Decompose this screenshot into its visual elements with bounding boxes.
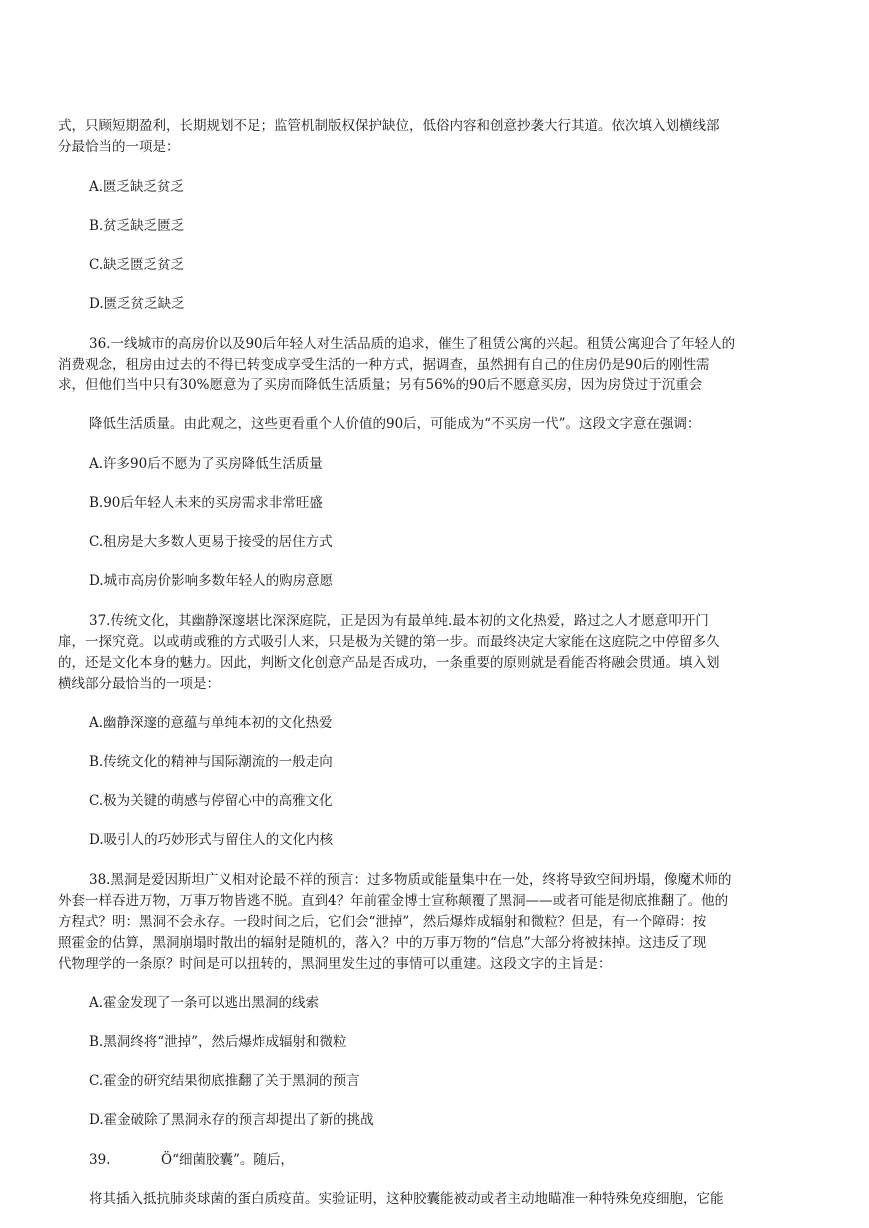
q35-option-c: C.缺乏匮乏贫乏	[89, 257, 185, 273]
q38-option-d: D.霍金破除了黑洞永存的预言却提出了新的挑战	[89, 1112, 374, 1128]
q38-line-2: 外套一样吞进万物，万事万物皆逃不脱。直到4？年前霍金博士宣称颠覆了黑洞——或者可能是彻底推翻了。他的	[58, 893, 729, 909]
q38-line-3: 方程式？明：黑洞不会永存。一段时间之后，它们会“泄掉”，然后爆炸成辐射和微粒？但是，有一个障碍：按	[58, 914, 707, 930]
q38-line-4: 照霍金的估算，黑洞崩塌时散出的辐射是随机的，落入？中的万事万物的“信息”大部分将被抹掉。这违反了现	[58, 935, 707, 951]
q38-line-5: 代物理学的一条原？时间是可以扭转的，黑洞里发生过的事情可以重建。这段文字的主旨是：	[58, 956, 612, 972]
q37-line-4: 横线部分最恰当的一项是：	[58, 676, 220, 692]
q37-option-a: A.幽静深邃的意蕴与单纯本初的文化热爱	[89, 715, 333, 731]
q39-number: 39.	[89, 1152, 111, 1168]
q38-option-a: A.霍金发现了一条可以逃出黑洞的线索	[89, 995, 320, 1011]
q37-line-2: 扉，一探究竟。以或萌或雅的方式吸引人来，只是极为关键的第一步。而最终决定大家能在这庭院之中停留多久	[58, 634, 720, 650]
q37-option-b: B.传统文化的精神与国际潮流的一般走向	[89, 754, 333, 770]
q36-line-2: 消费观念，租房由过去的不得已转变成享受生活的一种方式，据调查，虽然拥有自己的住房仍是90后的刚性需	[58, 357, 710, 373]
q37-option-c: C.极为关键的萌感与停留心中的高雅文化	[89, 793, 333, 809]
q36-option-d: D.城市高房价影响多数年轻人的购房意愿	[89, 573, 334, 589]
q36-line-3: 求，但他们当中只有30%愿意为了买房而降低生活质量；另有56%的90后不愿意买房，因为房贷过于沉重会	[58, 377, 703, 393]
q36-option-b: B.90后年轻人未来的买房需求非常旺盛	[89, 495, 323, 511]
intro-line-2: 分最恰当的一项是：	[58, 139, 180, 155]
q36-line-1: 36.一线城市的高房价以及90后年轻人对生活品质的追求，催生了租赁公寓的兴起。租赁公寓迎合了年轻人的	[89, 336, 736, 352]
q36-option-c: C.租房是大多数人更易于接受的居住方式	[89, 534, 333, 550]
intro-line-1: 式，只顾短期盈利，长期规划不足；监管机制版权保护缺位，低俗内容和创意抄袭大行其道。依次填入划横线部	[58, 118, 720, 134]
q37-line-1: 37.传统文化，其幽静深邃堪比深深庭院，正是因为有最单纯.最本初的文化热爱，路过之人才愿意叩开门	[89, 613, 709, 629]
q38-line-1: 38.黑洞是爱因斯坦广义相对论最不祥的预言：过多物质或能量集中在一处，终将导致空间坍塌，像魔术师的	[89, 872, 732, 888]
q36-line-4: 降低生活质量。由此观之，这些更看重个人价值的90后，可能成为“不买房一代”。这段文字意在强调：	[89, 416, 701, 432]
q35-option-d: D.匮乏贫乏缺乏	[89, 296, 185, 312]
q36-option-a: A.许多90后不愿为了买房降低生活质量	[89, 456, 323, 472]
q37-line-3: 的，还是文化本身的魅力。因此，判断文化创意产品是否成功，一条重要的原则就是看能否将融会贯通。填入划	[58, 655, 720, 671]
q35-option-a: A.匮乏缺乏贫乏	[89, 179, 185, 195]
q39-text: Ö“细菌胶囊”。随后，	[161, 1152, 294, 1168]
q35-option-b: B.贫乏缺乏匮乏	[89, 218, 185, 234]
q38-option-b: B.黑洞终将“泄掉”，然后爆炸成辐射和微粒	[89, 1034, 347, 1050]
q38-option-c: C.霍金的研究结果彻底推翻了关于黑洞的预言	[89, 1073, 360, 1089]
q37-option-d: D.吸引人的巧妙形式与留住人的文化内核	[89, 832, 334, 848]
q39-line-2: 将其插入抵抗肺炎球菌的蛋白质疫苗。实验证明，这种胶囊能被动或者主动地瞄准一种特殊免疫细胞，它能	[89, 1191, 724, 1207]
